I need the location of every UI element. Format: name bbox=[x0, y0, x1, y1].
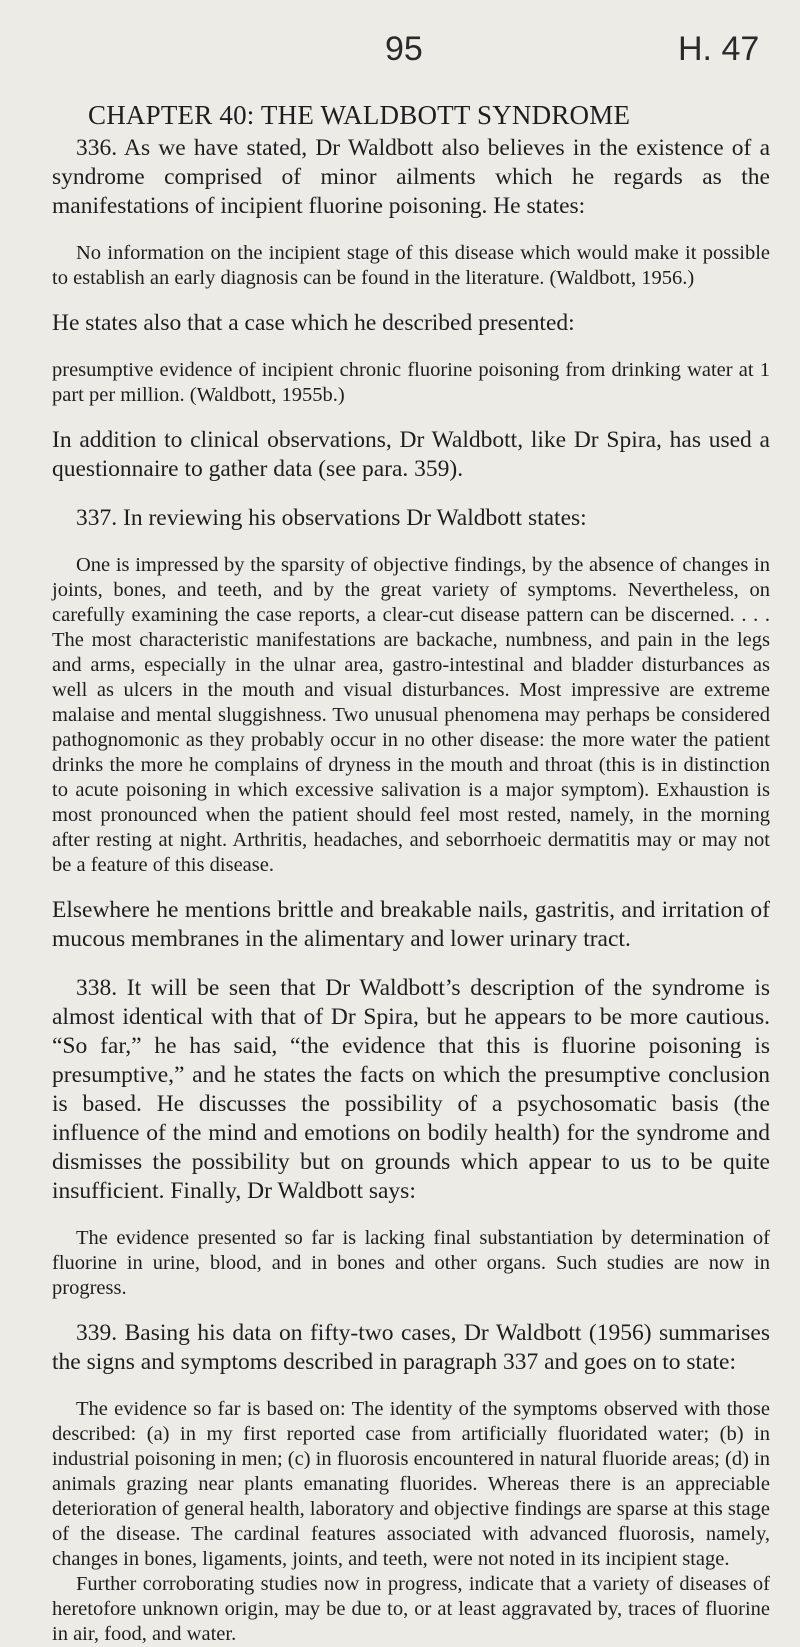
quotation-evidence: The evidence presented so far is lacking final substantiation by determination of fluorine in urine, blood, and in bones and other organs. Such studies are now in progress. bbox=[52, 1227, 770, 1299]
quotation-waldbott-1955b: presumptive evidence of incipient chronic fluorine poisoning from drinking water at 1 part per million. (Waldbott, 1955b.) bbox=[52, 359, 770, 406]
document-body bbox=[52, 134, 770, 1647]
document-reference: H. 47 bbox=[678, 30, 760, 68]
page-number: 95 bbox=[385, 30, 423, 68]
paragraph-339: 339. Basing his data on fifty-two cases, Dr Waldbott (1956) summarises the signs and symptoms described in paragraph 337 and goes on to state: bbox=[52, 1320, 770, 1375]
paragraph-337: 337. In reviewing his observations Dr Waldbott states: bbox=[76, 505, 587, 531]
paragraph-338: 338. It will be seen that Dr Waldbott’s description of the syndrome is almost identical with that of Dr Spira, but he appears to be more cautious. “So far,” he has said, “the evidence that this is fluorine poisoning is presumptive,” and he states the facts on which the presumptive conclusion is based. He discusses the possibility of a psychosomatic basis (the influence of the mind and emotions on bodily health) for the syndrome and dismisses the possibility but on grounds which appear to us to be quite insufficient. Finally, Dr Waldbott says: bbox=[52, 975, 770, 1204]
chapter-title: CHAPTER 40: THE WALDBOTT SYNDROME bbox=[88, 100, 631, 130]
quotation-observations: One is impressed by the sparsity of objective findings, by the absence of changes in joints, bones, and teeth, and by the great variety of symptoms. Nevertheless, on carefully examining the case reports, a clear-cut disease pattern can be discerned. . . . The most characteristic manifestations are backache, numbness, and pain in the legs and arms, especially in the ulnar area, gastro-intestinal and bladder disturbances as well as ulcers in the mouth and visual disturbances. Most impressive are extreme malaise and mental sluggishness. Two unusual phenomena may perhaps be considered pathognomonic as they probably occur in no other disease: the more water the patient drinks the more he complains of dryness in the mouth and throat (this is in distinction to acute poisoning in which excessive salivation is a major symptom). Exhaustion is most pronounced when the patient should feel most rested, namely, in the morning after resting at night. Arthritis, headaches, and seborrhoeic dermatitis may or may not be a feature of this disease. bbox=[52, 554, 770, 876]
page-header bbox=[0, 30, 800, 70]
paragraph-elsewhere: Elsewhere he mentions brittle and breakable nails, gastritis, and irritation of mucous membranes in the alimentary and lower urinary tract. bbox=[52, 897, 770, 952]
quotation-waldbott-1956: No information on the incipient stage of this disease which would make it possible to establish an early diagnosis can be found in the literature. (Waldbott, 1956.) bbox=[52, 242, 770, 289]
paragraph-case: He states also that a case which he described presented: bbox=[52, 310, 575, 336]
quotation-corroborating-studies: Further corroborating studies now in progress, indicate that a variety of diseases of heretofore unknown origin, may be due to, or at least aggravated by, traces of fluorine in air, food, and water. bbox=[52, 1573, 770, 1645]
paragraph-addition: In addition to clinical observations, Dr Waldbott, like Dr Spira, has used a questionnaire to gather data (see para. 359). bbox=[52, 427, 770, 482]
paragraph-336: 336. As we have stated, Dr Waldbott also believes in the existence of a syndrome comprised of minor ailments which he regards as the manifestations of incipient fluorine poisoning. He states: bbox=[52, 135, 770, 219]
quotation-evidence-basis: The evidence so far is based on: The identity of the symptoms observed with those described: (a) in my first reported case from artificially fluoridated water; (b) in industrial poisoning in men; (c) in fluorosis encountered in natural fluoride areas; (d) in animals grazing near plants emanating fluorides. Whereas there is an appreciable deterioration of general health, laboratory and objective findings are sparse at this stage of the disease. The cardinal features associated with advanced fluorosis, namely, changes in bones, ligaments, joints, and teeth, were not noted in its incipient stage. bbox=[52, 1398, 770, 1570]
